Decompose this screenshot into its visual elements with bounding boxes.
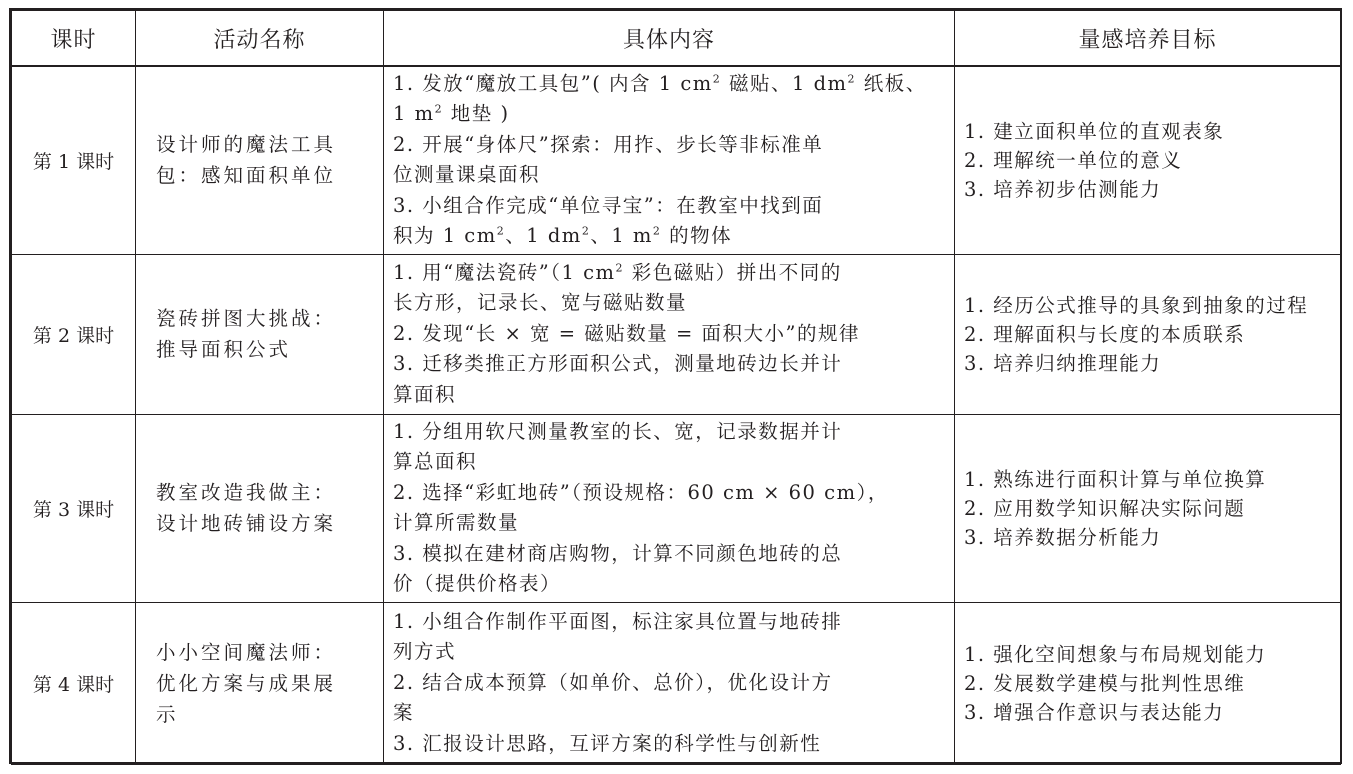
content-line	[393, 258, 946, 289]
content-line	[393, 539, 946, 570]
text-run: 纸板、	[856, 71, 927, 95]
text-run: 磁贴、1 dm	[721, 71, 848, 95]
header-content: 具体内容	[384, 11, 955, 67]
content-line	[393, 569, 946, 600]
goal-line: 2. 应用数学知识解决实际问题	[964, 496, 1246, 520]
text-run: 长方形，记录长、宽与磁贴数量	[393, 291, 688, 315]
content-line	[393, 191, 946, 222]
activity-line: 优化方案与成果展	[156, 671, 337, 695]
goal-line: 3. 培养数据分析能力	[964, 525, 1162, 549]
header-activity: 活动名称	[136, 11, 384, 67]
text-run: 2. 发现“长 × 宽 = 磁贴数量 = 面积大小”的规律	[393, 321, 860, 345]
content-line	[393, 349, 946, 380]
activity-cell	[136, 66, 384, 254]
goal-line: 3. 增强合作意识与表达能力	[964, 700, 1225, 724]
period-cell: 第 3 课时	[12, 414, 136, 602]
superscript: 2	[847, 72, 857, 86]
text-run: 1. 分组用软尺测量教室的长、宽，记录数据并计	[393, 419, 843, 443]
content-line	[393, 130, 946, 161]
content-line	[393, 729, 946, 760]
period-cell: 第 2 课时	[12, 254, 136, 414]
activity-line: 瓷砖拼图大挑战：	[156, 307, 337, 330]
activity-line: 设计师的魔法工具	[156, 133, 337, 157]
text-run: 2. 选择“彩虹地砖”（预设规格：60 cm × 60 cm），	[393, 480, 889, 504]
text-run: 2. 结合成本预算（如单价、总价），优化设计方	[393, 670, 833, 694]
text-run: 3. 模拟在建材商店购物，计算不同颜色地砖的总	[393, 541, 843, 565]
text-run: 3. 小组合作完成“单位寻宝”：在教室中找到面	[393, 193, 824, 217]
goal-line: 2. 理解统一单位的意义	[964, 148, 1183, 172]
content-cell	[384, 66, 955, 254]
superscript: 2	[434, 102, 444, 116]
goal-line: 2. 发展数学建模与批判性思维	[964, 671, 1246, 695]
period-cell: 第 4 课时	[12, 602, 136, 764]
activity-cell	[136, 602, 384, 764]
content-line	[393, 288, 946, 319]
header-period: 课时	[12, 11, 136, 67]
goal-cell	[955, 414, 1341, 602]
text-run: 彩色磁贴）拼出不同的	[624, 260, 842, 284]
goal-cell	[955, 254, 1341, 414]
header-row	[12, 11, 1341, 67]
activity-line: 设计地砖铺设方案	[156, 512, 337, 535]
superscript: 2	[652, 224, 662, 238]
table-row	[12, 254, 1341, 414]
content-line	[393, 221, 946, 252]
activity-line: 推导面积公式	[156, 338, 292, 361]
text-run: 位测量课桌面积	[393, 163, 541, 187]
text-run: 算总面积	[393, 450, 478, 473]
content-line	[393, 607, 946, 638]
activity-line: 示	[156, 702, 179, 726]
superscript: 2	[581, 224, 591, 238]
superscript: 2	[496, 224, 506, 238]
content-line	[393, 478, 946, 509]
text-run: 3. 汇报设计思路，互评方案的科学性与创新性	[393, 731, 822, 755]
text-run: 列方式	[393, 640, 457, 664]
content-line	[393, 69, 946, 100]
content-line	[393, 637, 946, 668]
content-line	[393, 417, 946, 448]
text-run: 3. 迁移类推正方形面积公式，测量地砖边长并计	[393, 352, 843, 376]
activity-cell	[136, 254, 384, 414]
superscript: 2	[615, 261, 625, 275]
content-line	[393, 668, 946, 699]
text-run: 、1 m	[590, 224, 653, 248]
goal-cell	[955, 66, 1341, 254]
text-run: 1. 发放“魔放工具包”( 内含 1 cm	[393, 71, 713, 95]
content-line	[393, 99, 946, 130]
text-run: 、1 dm	[505, 224, 582, 248]
lesson-plan-table	[11, 10, 1341, 765]
text-run: 1. 小组合作制作平面图，标注家具位置与地砖排	[393, 609, 843, 633]
content-line	[393, 508, 946, 539]
text-run: 案	[393, 701, 415, 725]
superscript: 2	[712, 72, 722, 86]
period-cell: 第 1 课时	[12, 66, 136, 254]
table-row	[12, 66, 1341, 254]
text-run: 1 m	[393, 102, 435, 126]
text-run: 积为 1 cm	[393, 224, 497, 248]
content-cell	[384, 414, 955, 602]
activity-cell	[136, 414, 384, 602]
goal-line: 1. 经历公式推导的具象到抽象的过程	[964, 293, 1309, 317]
goal-line: 3. 培养归纳推理能力	[964, 351, 1162, 375]
content-line	[393, 380, 946, 411]
table-row	[12, 414, 1341, 602]
goal-line: 1. 熟练进行面积计算与单位换算	[964, 467, 1267, 491]
goal-line: 3. 培养初步估测能力	[964, 177, 1162, 201]
header-goal: 量感培养目标	[955, 11, 1341, 67]
goal-line: 2. 理解面积与长度的本质联系	[964, 322, 1246, 346]
activity-line: 小小空间魔法师：	[156, 640, 337, 664]
text-run: 地垫 )	[443, 102, 510, 126]
content-line	[393, 447, 946, 478]
content-cell	[384, 254, 955, 414]
table-row	[12, 602, 1341, 764]
text-run: 1. 用“魔法瓷砖”（1 cm	[393, 260, 616, 284]
goal-line: 1. 强化空间想象与布局规划能力	[964, 642, 1267, 666]
content-line	[393, 160, 946, 191]
activity-line: 包：感知面积单位	[156, 164, 337, 188]
content-line	[393, 319, 946, 350]
text-run: 算面积	[393, 382, 457, 406]
content-cell	[384, 602, 955, 764]
goal-cell	[955, 602, 1341, 764]
activity-line: 教室改造我做主：	[156, 481, 337, 504]
text-run: 2. 开展“身体尺”探索：用拃、步长等非标准单	[393, 132, 824, 156]
goal-line: 1. 建立面积单位的直观表象	[964, 119, 1225, 143]
lesson-plan-sheet	[9, 8, 1342, 764]
text-run: 计算所需数量	[393, 511, 520, 534]
content-line	[393, 698, 946, 729]
text-run: 的物体	[661, 224, 733, 248]
text-run: 价（提供价格表）	[393, 572, 562, 595]
